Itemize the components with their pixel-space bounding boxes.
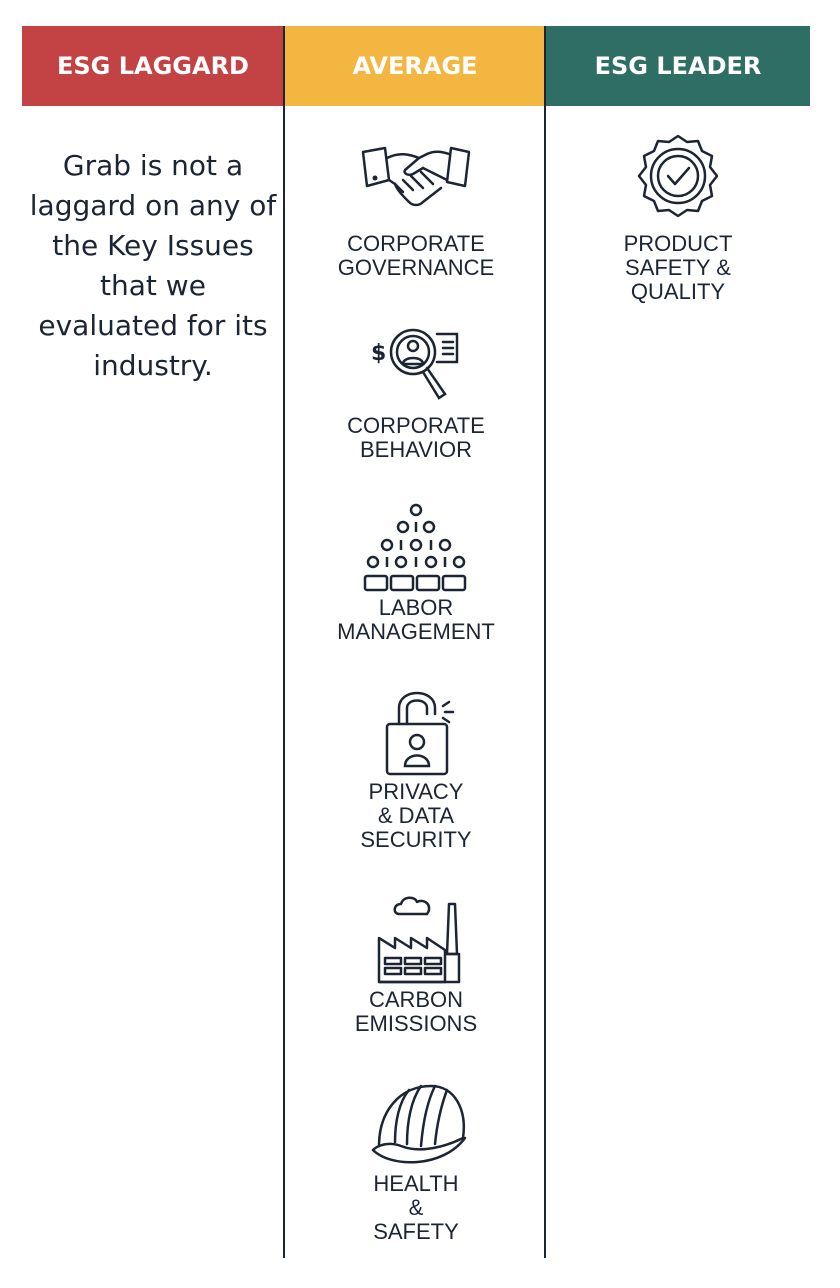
issue-privacy-data-security — [296, 684, 536, 852]
issue-label: CORPORATE BEHAVIOR — [347, 413, 485, 462]
column-divider-right — [544, 26, 546, 1258]
issue-label: HEALTH & SAFETY — [373, 1171, 459, 1244]
issue-corporate-behavior — [296, 322, 536, 462]
issue-label: CORPORATE GOVERNANCE — [337, 231, 495, 280]
issue-labor-management — [296, 500, 536, 644]
magnifier-profile-icon — [351, 322, 481, 412]
header-esg-leader: ESG LEADER — [546, 26, 810, 106]
issue-health-safety — [296, 1076, 536, 1244]
issue-product-safety-quality — [558, 132, 798, 304]
handshake-icon — [351, 140, 481, 230]
factory-icon — [351, 892, 481, 986]
issue-label: CARBON EMISSIONS — [354, 987, 478, 1036]
issue-corporate-governance — [296, 140, 536, 280]
issue-label: LABOR MANAGEMENT — [337, 595, 495, 644]
svg-text:$: $ — [371, 341, 387, 366]
issue-label: PRIVACY & DATA SECURITY — [360, 779, 472, 852]
laggard-statement: Grab is not a laggard on any of the Key Issues that we evaluated for its industry. — [29, 149, 277, 382]
header-average: AVERAGE — [285, 26, 545, 106]
workforce-pyramid-icon — [351, 500, 481, 594]
padlock-person-icon — [351, 684, 481, 778]
quality-badge-icon — [613, 132, 743, 230]
hard-hat-icon — [351, 1076, 481, 1170]
issue-label: PRODUCT SAFETY & QUALITY — [623, 231, 733, 304]
header-esg-laggard: ESG LAGGARD — [22, 26, 284, 106]
issue-carbon-emissions — [296, 892, 536, 1036]
